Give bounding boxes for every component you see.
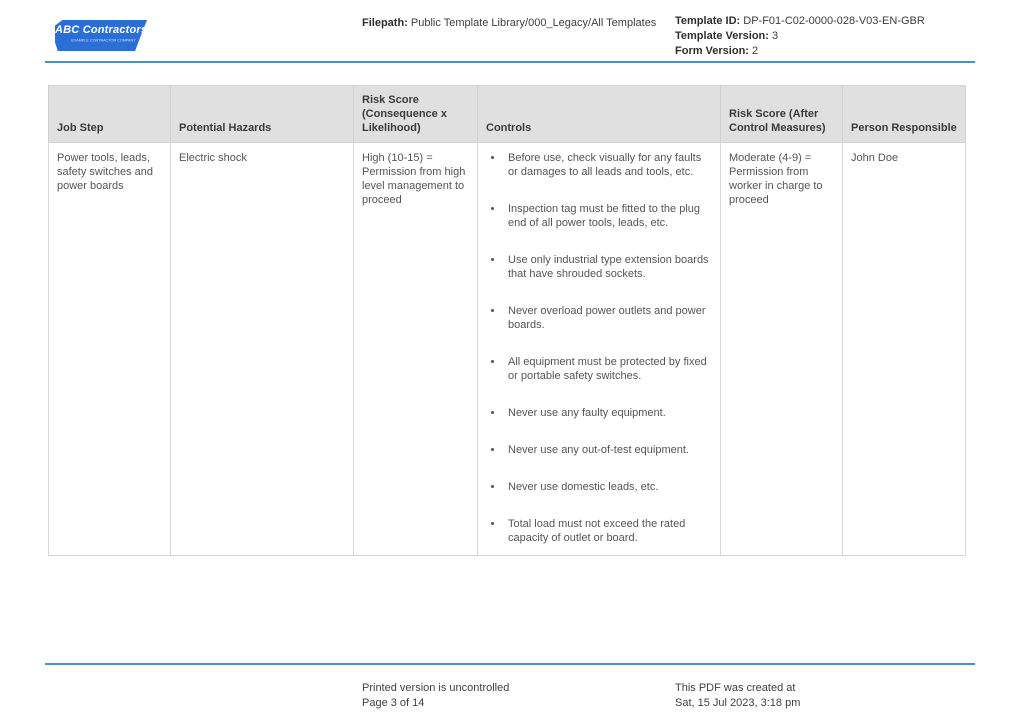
form-version-row <box>675 44 925 59</box>
cell-controls <box>478 143 721 556</box>
cell-job-step: Power tools, leads, safety switches and power boards <box>49 143 171 556</box>
control-item: • Use only industrial type extension boards that have shrouded sockets. <box>504 253 712 281</box>
filepath <box>362 16 656 30</box>
template-id-label: Template ID: <box>675 15 741 27</box>
created-date: Sat, 15 Jul 2023, 3:18 pm <box>675 697 801 709</box>
filepath-value: Public Template Library/000_Legacy/All Templates <box>410 17 657 29</box>
table-header-row <box>49 86 966 143</box>
col-header-potential-hazards: Potential Hazards <box>171 86 354 143</box>
control-item: • Never use any faulty equipment. <box>504 406 712 420</box>
footer-created-info <box>675 681 800 711</box>
col-header-person-responsible: Person Responsible <box>843 86 966 143</box>
form-version-value: 2 <box>752 45 759 57</box>
col-header-risk-score: Risk Score (Consequence x Likelihood) <box>354 86 478 143</box>
control-item: • Before use, check visually for any faults or damages to all leads and tools, etc. <box>504 151 712 179</box>
control-item: • Never use domestic leads, etc. <box>504 480 712 494</box>
cell-risk-score: High (10-15) = Permission from high level management to proceed <box>354 143 478 556</box>
logo-subtitle: EXAMPLE CONTRACTOR COMPANY <box>71 39 136 43</box>
col-header-controls: Controls <box>478 86 721 143</box>
template-version-value: 3 <box>772 30 779 42</box>
created-note: This PDF was created at <box>675 682 796 694</box>
footer-print-info <box>362 681 509 711</box>
company-logo <box>55 20 147 51</box>
control-item: • Total load must not exceed the rated capacity of outlet or board. <box>504 517 712 545</box>
template-info <box>675 14 925 59</box>
printed-note: Printed version is uncontrolled <box>362 682 510 694</box>
controls-list <box>486 151 712 545</box>
risk-assessment-table <box>48 85 966 556</box>
cell-person-responsible: John Doe <box>843 143 966 556</box>
filepath-label: Filepath: <box>362 17 408 29</box>
control-item: • Never overload power outlets and power boards. <box>504 304 712 332</box>
col-header-risk-score-after: Risk Score (After Control Measures) <box>721 86 843 143</box>
page-number: Page 3 of 14 <box>362 697 425 709</box>
footer-divider <box>45 663 975 665</box>
logo-title: ABC Contractors <box>55 24 148 36</box>
template-version-row <box>675 29 925 44</box>
control-item: • All equipment must be protected by fixed or portable safety switches. <box>504 355 712 383</box>
template-version-label: Template Version: <box>675 30 769 42</box>
template-id-row <box>675 14 925 29</box>
control-item: • Inspection tag must be fitted to the plug end of all power tools, leads, etc. <box>504 202 712 230</box>
cell-potential-hazards: Electric shock <box>171 143 354 556</box>
header-divider <box>45 61 975 63</box>
form-version-label: Form Version: <box>675 45 749 57</box>
template-id-value: DP-F01-C02-0000-028-V03-EN-GBR <box>743 15 925 27</box>
col-header-job-step: Job Step <box>49 86 171 143</box>
table-row <box>49 143 966 556</box>
cell-risk-score-after: Moderate (4-9) = Permission from worker in charge to proceed <box>721 143 843 556</box>
control-item: • Never use any out-of-test equipment. <box>504 443 712 457</box>
